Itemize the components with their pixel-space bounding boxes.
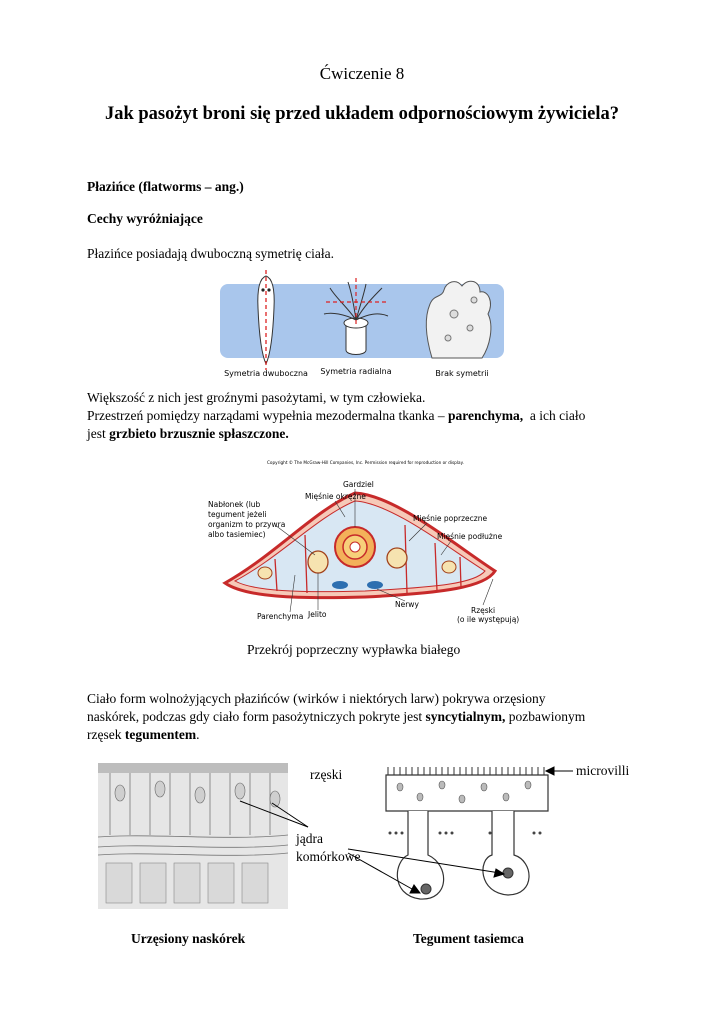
label-epithelium-1: Nabłonek (lub <box>208 500 261 509</box>
gut-left <box>308 551 328 573</box>
nucleus-right <box>503 868 513 878</box>
figure-caption-cross-section: Przekrój poprzeczny wypławka białego <box>247 642 461 657</box>
ciliated-epidermis-drawing <box>98 763 288 909</box>
section-heading: Płazińce (flatworms – ang.) <box>87 179 244 194</box>
page-title: Jak pasożyt broni się przed układem odpornościowym żywiciela? <box>104 104 620 124</box>
caption-tegument: Tegument tasiemca <box>413 931 524 946</box>
label-cilia-note: (o ile występują) <box>457 615 520 624</box>
label-gardziel: Gardziel <box>343 480 374 489</box>
label-epithelium-4: albo tasiemiec) <box>208 530 266 539</box>
label-jadra-1: jądra <box>296 831 323 846</box>
section-subheading: Cechy wyróżniające <box>87 211 203 226</box>
paragraph-parasites <box>87 389 647 443</box>
label-jadra-2: komórkowe <box>296 849 361 864</box>
copyright-note: Copyright © The McGraw-Hill Companies, Inc. Permission required for reproduction or display. <box>267 460 464 465</box>
label-radial: Symetria radialna <box>320 367 392 376</box>
label-rzeski: rzęski <box>310 767 343 782</box>
label-bilateral: Symetria dwuboczna <box>224 369 308 378</box>
label-no-symmetry: Brak symetrii <box>435 369 489 378</box>
p2-line-3: jest grzbieto brzusznie spłaszczone. <box>87 426 289 441</box>
cross-section-figure <box>195 455 535 635</box>
p3-line-1: Ciało form wolnożyjących płazińców (wirków i niektórych larw) pokrywa orzęsiony <box>87 691 546 706</box>
p3-line-2: naskórek, podczas gdy ciało form pasożytniczych pokryte jest syncytialnym, pozbawionym <box>87 709 586 724</box>
nucleus-left <box>421 884 431 894</box>
label-cilia: Rzęski <box>471 606 496 615</box>
label-longitudinal-muscles: Mięśnie podłużne <box>437 532 503 541</box>
symmetry-figure <box>218 268 508 380</box>
label-jelito: Jelito <box>308 610 327 619</box>
label-circular-muscles: Mięśnie okrężne <box>305 492 366 501</box>
label-parenchyma: Parenchyma <box>257 612 304 621</box>
label-microvilli: microvilli <box>576 763 630 778</box>
p2-line-2: Przestrzeń pomiędzy narządami wypełnia mezodermalna tkanka – parenchyma, a ich ciało <box>87 408 586 423</box>
label-epithelium-2: tegument jeżeli <box>208 510 267 519</box>
p3-line-3: rzęsek tegumentem. <box>87 727 200 742</box>
gut-right <box>387 548 407 568</box>
exercise-title: Ćwiczenie 8 <box>319 64 405 83</box>
paragraph-symmetry: Płazińce posiadają dwuboczną symetrię ciała. <box>87 246 335 261</box>
paragraph-tegument <box>87 690 667 744</box>
tegument-drawing <box>386 767 548 899</box>
caption-ciliated-epidermis: Urzęsiony naskórek <box>131 931 246 946</box>
label-epithelium-3: organizm to przywra <box>208 520 286 529</box>
p2-line-1: Większość z nich jest groźnymi pasożytami, w tym człowieka. <box>87 390 426 405</box>
label-transverse-muscles: Mięśnie poprzeczne <box>413 514 488 523</box>
epidermis-tegument-figure <box>90 755 650 915</box>
label-nerwy: Nerwy <box>395 600 419 609</box>
